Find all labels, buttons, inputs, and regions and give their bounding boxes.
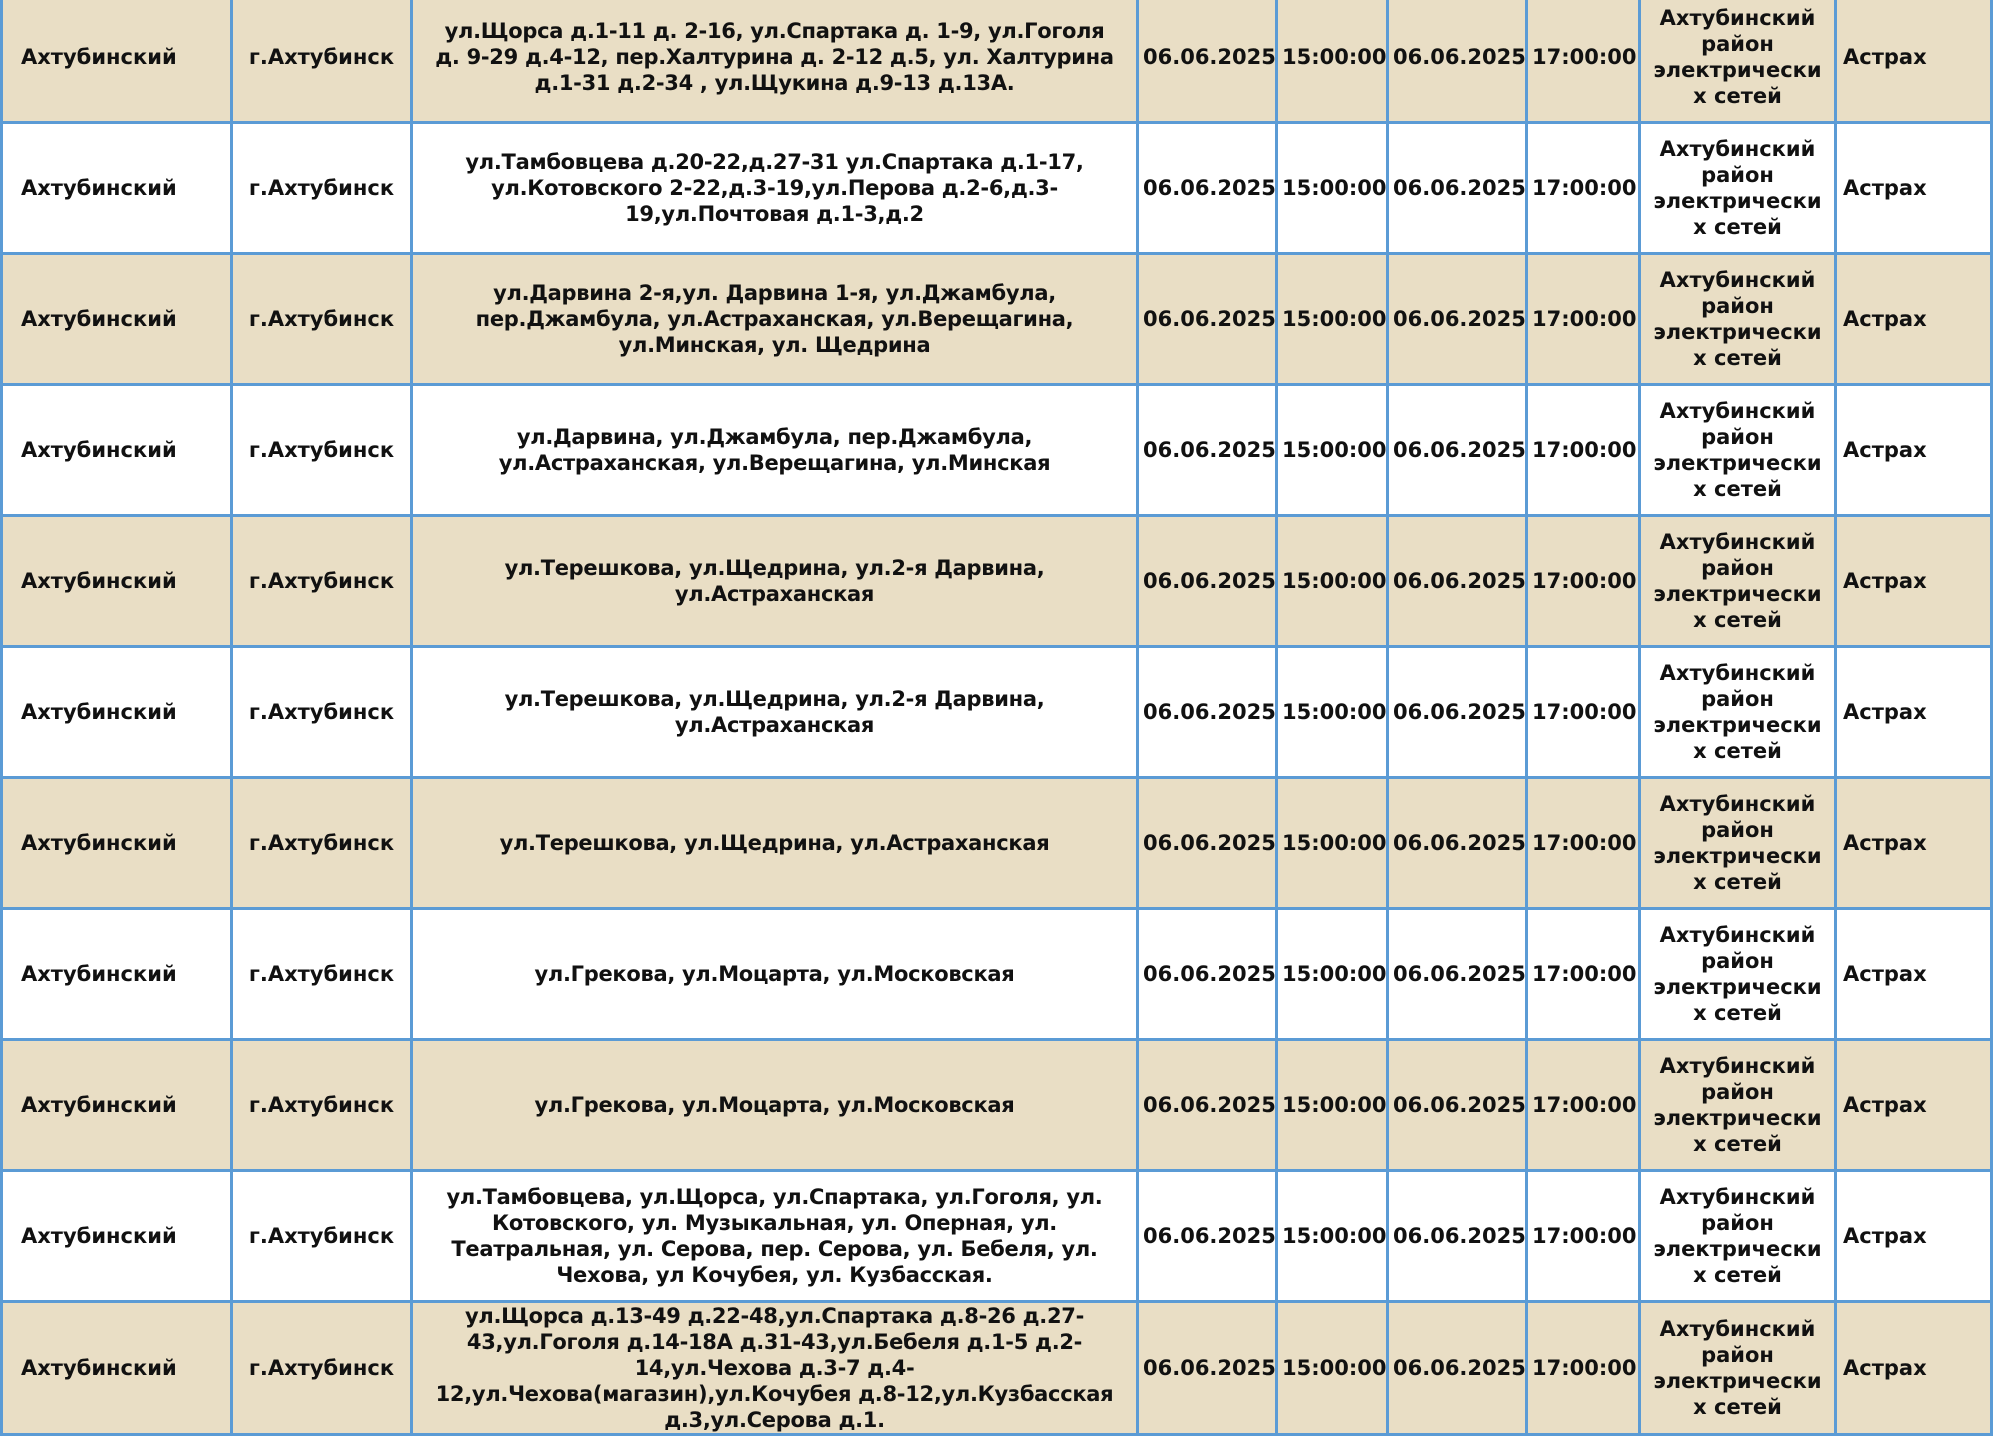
table-row bbox=[2, 909, 1992, 1040]
town-cell: г.Ахтубинск bbox=[232, 0, 412, 123]
end-time-cell: 17:00:00 bbox=[1527, 1302, 1640, 1435]
address-cell: ул.Тамбовцева, ул.Щорса, ул.Спартака, ул.Гоголя, ул. Котовского, ул. Музыкальная, ул. Оперная, ул. Театральная, ул. Серова, пер. Серова, ул. Бебеля, ул. Чехова, ул Кочубея, ул. Кузбасская. bbox=[412, 1171, 1138, 1302]
start-date-cell: 06.06.2025 bbox=[1138, 254, 1277, 385]
start-time-cell: 15:00:00 bbox=[1277, 0, 1388, 123]
region-cell: Астрах bbox=[1836, 0, 1992, 123]
end-time-cell: 17:00:00 bbox=[1527, 254, 1640, 385]
end-date-cell: 06.06.2025 bbox=[1388, 516, 1527, 647]
table-row bbox=[2, 647, 1992, 778]
table-row bbox=[2, 1040, 1992, 1171]
district-cell: Ахтубинский bbox=[2, 385, 232, 516]
table-row bbox=[2, 123, 1992, 254]
start-date-cell: 06.06.2025 bbox=[1138, 516, 1277, 647]
organization-cell: Ахтубинский район электрических сетей bbox=[1640, 254, 1836, 385]
start-date-cell: 06.06.2025 bbox=[1138, 647, 1277, 778]
town-cell: г.Ахтубинск bbox=[232, 385, 412, 516]
table-row bbox=[2, 778, 1992, 909]
town-cell: г.Ахтубинск bbox=[232, 516, 412, 647]
start-time-cell: 15:00:00 bbox=[1277, 1171, 1388, 1302]
organization-cell: Ахтубинский район электрических сетей bbox=[1640, 647, 1836, 778]
end-date-cell: 06.06.2025 bbox=[1388, 1302, 1527, 1435]
town-cell: г.Ахтубинск bbox=[232, 647, 412, 778]
start-time-cell: 15:00:00 bbox=[1277, 1040, 1388, 1171]
start-time-cell: 15:00:00 bbox=[1277, 516, 1388, 647]
region-cell: Астрах bbox=[1836, 1302, 1992, 1435]
region-cell: Астрах bbox=[1836, 778, 1992, 909]
district-cell: Ахтубинский bbox=[2, 1040, 232, 1171]
table-row bbox=[2, 254, 1992, 385]
address-cell: ул.Щорса д.13-49 д.22-48,ул.Спартака д.8-26 д.27-43,ул.Гоголя д.14-18А д.31-43,ул.Бебеля д.1-5 д.2-14,ул.Чехова д.3-7 д.4-12,ул.Чехова(магазин),ул.Кочубея д.8-12,ул.Кузбасская д.3,ул.Серова д.1. bbox=[412, 1302, 1138, 1435]
region-cell: Астрах bbox=[1836, 1040, 1992, 1171]
address-cell: ул.Грекова, ул.Моцарта, ул.Московская bbox=[412, 1040, 1138, 1171]
end-time-cell: 17:00:00 bbox=[1527, 1040, 1640, 1171]
town-cell: г.Ахтубинск bbox=[232, 123, 412, 254]
table-row bbox=[2, 516, 1992, 647]
end-time-cell: 17:00:00 bbox=[1527, 385, 1640, 516]
organization-cell: Ахтубинский район электрических сетей bbox=[1640, 385, 1836, 516]
address-cell: ул.Тамбовцева д.20-22,д.27-31 ул.Спартака д.1-17, ул.Котовского 2-22,д.3-19,ул.Перова д.2-6,д.3-19,ул.Почтовая д.1-3,д.2 bbox=[412, 123, 1138, 254]
district-cell: Ахтубинский bbox=[2, 1171, 232, 1302]
district-cell: Ахтубинский bbox=[2, 0, 232, 123]
start-time-cell: 15:00:00 bbox=[1277, 385, 1388, 516]
town-cell: г.Ахтубинск bbox=[232, 254, 412, 385]
end-time-cell: 17:00:00 bbox=[1527, 1171, 1640, 1302]
table-row bbox=[2, 0, 1992, 123]
start-time-cell: 15:00:00 bbox=[1277, 778, 1388, 909]
end-date-cell: 06.06.2025 bbox=[1388, 1171, 1527, 1302]
organization-cell: Ахтубинский район электрических сетей bbox=[1640, 516, 1836, 647]
start-date-cell: 06.06.2025 bbox=[1138, 1040, 1277, 1171]
start-time-cell: 15:00:00 bbox=[1277, 123, 1388, 254]
address-cell: ул.Дарвина 2-я,ул. Дарвина 1-я, ул.Джамбула, пер.Джамбула, ул.Астраханская, ул.Верещагина, ул.Минская, ул. Щедрина bbox=[412, 254, 1138, 385]
start-date-cell: 06.06.2025 bbox=[1138, 1302, 1277, 1435]
address-cell: ул.Терешкова, ул.Щедрина, ул.2-я Дарвина, ул.Астраханская bbox=[412, 516, 1138, 647]
organization-cell: Ахтубинский район электрических сетей bbox=[1640, 0, 1836, 123]
start-date-cell: 06.06.2025 bbox=[1138, 778, 1277, 909]
end-time-cell: 17:00:00 bbox=[1527, 909, 1640, 1040]
organization-cell: Ахтубинский район электрических сетей bbox=[1640, 909, 1836, 1040]
region-cell: Астрах bbox=[1836, 254, 1992, 385]
end-time-cell: 17:00:00 bbox=[1527, 647, 1640, 778]
address-cell: ул.Терешкова, ул.Щедрина, ул.Астраханская bbox=[412, 778, 1138, 909]
town-cell: г.Ахтубинск bbox=[232, 1171, 412, 1302]
organization-cell: Ахтубинский район электрических сетей bbox=[1640, 778, 1836, 909]
table-row bbox=[2, 1171, 1992, 1302]
table-body bbox=[2, 0, 1992, 1435]
district-cell: Ахтубинский bbox=[2, 909, 232, 1040]
district-cell: Ахтубинский bbox=[2, 516, 232, 647]
organization-cell: Ахтубинский район электрических сетей bbox=[1640, 1302, 1836, 1435]
start-date-cell: 06.06.2025 bbox=[1138, 385, 1277, 516]
town-cell: г.Ахтубинск bbox=[232, 1040, 412, 1171]
address-cell: ул.Грекова, ул.Моцарта, ул.Московская bbox=[412, 909, 1138, 1040]
town-cell: г.Ахтубинск bbox=[232, 778, 412, 909]
organization-cell: Ахтубинский район электрических сетей bbox=[1640, 123, 1836, 254]
address-cell: ул.Терешкова, ул.Щедрина, ул.2-я Дарвина, ул.Астраханская bbox=[412, 647, 1138, 778]
end-date-cell: 06.06.2025 bbox=[1388, 123, 1527, 254]
end-date-cell: 06.06.2025 bbox=[1388, 909, 1527, 1040]
organization-cell: Ахтубинский район электрических сетей bbox=[1640, 1171, 1836, 1302]
region-cell: Астрах bbox=[1836, 647, 1992, 778]
end-date-cell: 06.06.2025 bbox=[1388, 0, 1527, 123]
region-cell: Астрах bbox=[1836, 123, 1992, 254]
start-time-cell: 15:00:00 bbox=[1277, 909, 1388, 1040]
region-cell: Астрах bbox=[1836, 909, 1992, 1040]
end-time-cell: 17:00:00 bbox=[1527, 123, 1640, 254]
end-date-cell: 06.06.2025 bbox=[1388, 778, 1527, 909]
start-time-cell: 15:00:00 bbox=[1277, 647, 1388, 778]
end-date-cell: 06.06.2025 bbox=[1388, 385, 1527, 516]
town-cell: г.Ахтубинск bbox=[232, 909, 412, 1040]
district-cell: Ахтубинский bbox=[2, 1302, 232, 1435]
end-date-cell: 06.06.2025 bbox=[1388, 254, 1527, 385]
district-cell: Ахтубинский bbox=[2, 647, 232, 778]
end-date-cell: 06.06.2025 bbox=[1388, 647, 1527, 778]
region-cell: Астрах bbox=[1836, 516, 1992, 647]
town-cell: г.Ахтубинск bbox=[232, 1302, 412, 1435]
end-time-cell: 17:00:00 bbox=[1527, 516, 1640, 647]
region-cell: Астрах bbox=[1836, 1171, 1992, 1302]
district-cell: Ахтубинский bbox=[2, 123, 232, 254]
start-time-cell: 15:00:00 bbox=[1277, 254, 1388, 385]
district-cell: Ахтубинский bbox=[2, 254, 232, 385]
table-row bbox=[2, 385, 1992, 516]
start-date-cell: 06.06.2025 bbox=[1138, 123, 1277, 254]
region-cell: Астрах bbox=[1836, 385, 1992, 516]
end-time-cell: 17:00:00 bbox=[1527, 778, 1640, 909]
start-date-cell: 06.06.2025 bbox=[1138, 0, 1277, 123]
start-time-cell: 15:00:00 bbox=[1277, 1302, 1388, 1435]
start-date-cell: 06.06.2025 bbox=[1138, 909, 1277, 1040]
end-date-cell: 06.06.2025 bbox=[1388, 1040, 1527, 1171]
organization-cell: Ахтубинский район электрических сетей bbox=[1640, 1040, 1836, 1171]
end-time-cell: 17:00:00 bbox=[1527, 0, 1640, 123]
start-date-cell: 06.06.2025 bbox=[1138, 1171, 1277, 1302]
district-cell: Ахтубинский bbox=[2, 778, 232, 909]
table-row bbox=[2, 1302, 1992, 1435]
address-cell: ул.Дарвина, ул.Джамбула, пер.Джамбула, ул.Астраханская, ул.Верещагина, ул.Минская bbox=[412, 385, 1138, 516]
address-cell: ул.Щорса д.1-11 д. 2-16, ул.Спартака д. 1-9, ул.Гоголя д. 9-29 д.4-12, пер.Халтурина д. 2-12 д.5, ул. Халтурина д.1-31 д.2-34 , ул.Щукина д.9-13 д.13А. bbox=[412, 0, 1138, 123]
